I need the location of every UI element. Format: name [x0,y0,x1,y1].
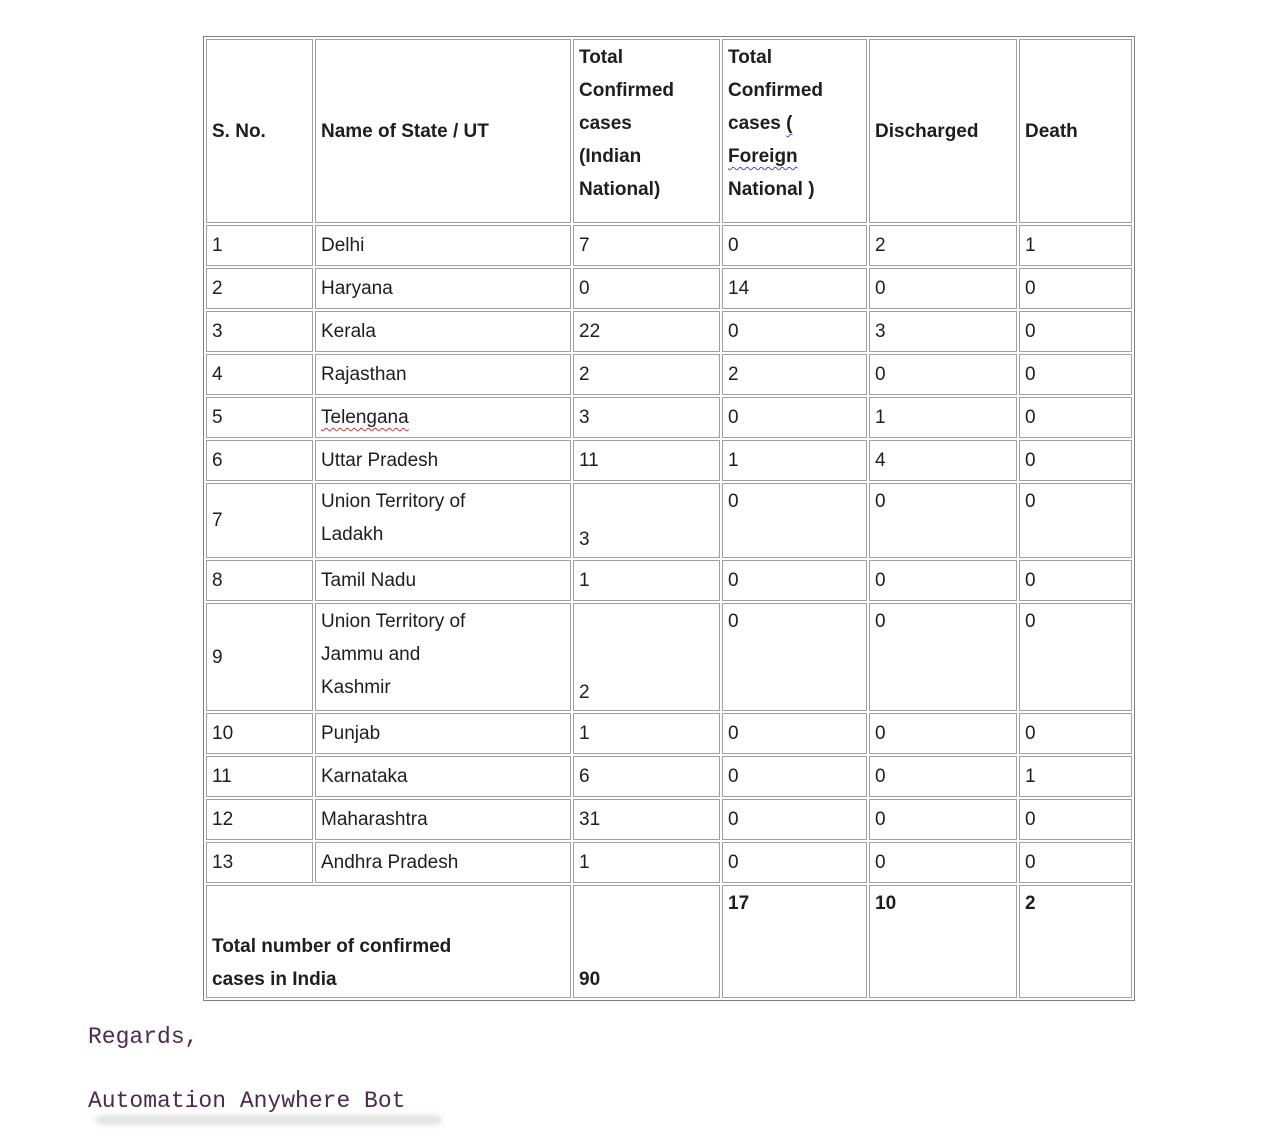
cell-foreign: 2 [722,354,867,395]
covid-cases-table [203,36,1135,1001]
table-row-4 [206,354,1132,395]
cell-total-label: Total number of confirmed cases in India [206,885,571,998]
cell-sno: 9 [206,603,313,711]
cropped-text-artifact [96,1116,441,1124]
cell-indian: 1 [573,842,720,883]
table-row-1 [206,225,1132,266]
cell-state: Tamil Nadu [315,560,571,601]
cell-death: 1 [1019,225,1132,266]
cell-state: Union Territory of Ladakh [315,483,571,558]
cell-indian: 31 [573,799,720,840]
cell-indian: 0 [573,268,720,309]
cell-foreign: 0 [722,756,867,797]
cell-discharged: 0 [869,268,1017,309]
cell-state: Andhra Pradesh [315,842,571,883]
covid-cases-table-container [203,36,1135,1001]
cell-total-foreign: 17 [722,885,867,998]
cell-total-death: 2 [1019,885,1132,998]
cell-death: 0 [1019,842,1132,883]
cell-indian: 7 [573,225,720,266]
cell-death: 0 [1019,560,1132,601]
cell-foreign: 0 [722,397,867,438]
cell-foreign: 0 [722,842,867,883]
table-row-3 [206,311,1132,352]
cell-indian: 1 [573,560,720,601]
cell-indian: 3 [573,397,720,438]
cell-total-indian: 90 [573,885,720,998]
cell-foreign: 0 [722,483,867,558]
cell-state: Rajasthan [315,354,571,395]
spellcheck-underline-blue: Foreign [728,146,798,167]
cell-total-discharged: 10 [869,885,1017,998]
cell-sno: 4 [206,354,313,395]
col-header-foreign-national: Total Confirmed cases ( Foreign National ) [722,39,867,223]
cell-death: 0 [1019,713,1132,754]
cell-death: 1 [1019,756,1132,797]
cell-foreign: 0 [722,560,867,601]
table-row-7 [206,483,1132,558]
cell-indian: 22 [573,311,720,352]
cell-foreign: 0 [722,713,867,754]
cell-state: Uttar Pradesh [315,440,571,481]
cell-foreign: 1 [722,440,867,481]
cell-discharged: 0 [869,483,1017,558]
cell-sno: 5 [206,397,313,438]
cell-state: Haryana [315,268,571,309]
cell-discharged: 0 [869,713,1017,754]
table-row-13 [206,842,1132,883]
cell-indian: 1 [573,713,720,754]
cell-sno: 1 [206,225,313,266]
cell-state: Karnataka [315,756,571,797]
table-total-row [206,885,1132,998]
col-header-sno: S. No. [206,39,313,223]
cell-sno: 11 [206,756,313,797]
cell-discharged: 4 [869,440,1017,481]
cell-sno: 10 [206,713,313,754]
cell-foreign: 0 [722,311,867,352]
cell-death: 0 [1019,799,1132,840]
signature-regards: Regards, [88,1024,199,1050]
table-row-9 [206,603,1132,711]
cell-indian: 2 [573,354,720,395]
spellcheck-underline-red: Telengana [321,407,409,428]
table-row-10 [206,713,1132,754]
cell-indian: 11 [573,440,720,481]
cell-discharged: 0 [869,799,1017,840]
table-row-12 [206,799,1132,840]
cell-discharged: 0 [869,603,1017,711]
cell-state: Kerala [315,311,571,352]
cell-death: 0 [1019,311,1132,352]
cell-state: Union Territory of Jammu and Kashmir [315,603,571,711]
cell-sno: 8 [206,560,313,601]
col-header-death: Death [1019,39,1132,223]
cell-discharged: 0 [869,354,1017,395]
table-row-5 [206,397,1132,438]
col-header-state: Name of State / UT [315,39,571,223]
cell-discharged: 0 [869,842,1017,883]
table-header-row [206,39,1132,223]
cell-discharged: 3 [869,311,1017,352]
cell-sno: 2 [206,268,313,309]
cell-discharged: 2 [869,225,1017,266]
cell-state [315,397,571,438]
spellcheck-underline-blue: ( [786,113,793,134]
signature-sender: Automation Anywhere Bot [88,1088,406,1114]
cell-death: 0 [1019,268,1132,309]
cell-foreign: 14 [722,268,867,309]
cell-indian: 6 [573,756,720,797]
cell-foreign: 0 [722,225,867,266]
cell-death: 0 [1019,440,1132,481]
cell-death: 0 [1019,354,1132,395]
col-header-discharged: Discharged [869,39,1017,223]
cell-sno: 12 [206,799,313,840]
cell-state: Punjab [315,713,571,754]
cell-discharged: 0 [869,560,1017,601]
table-row-2 [206,268,1132,309]
cell-death: 0 [1019,397,1132,438]
cell-foreign: 0 [722,603,867,711]
cell-indian: 2 [573,603,720,711]
cell-sno: 13 [206,842,313,883]
col-header-indian-national: Total Confirmed cases (Indian National) [573,39,720,223]
cell-discharged: 0 [869,756,1017,797]
cell-sno: 6 [206,440,313,481]
cell-sno: 7 [206,483,313,558]
table-row-11 [206,756,1132,797]
cell-death: 0 [1019,603,1132,711]
cell-state: Delhi [315,225,571,266]
cell-discharged: 1 [869,397,1017,438]
table-row-8 [206,560,1132,601]
cell-death: 0 [1019,483,1132,558]
cell-foreign: 0 [722,799,867,840]
cell-state: Maharashtra [315,799,571,840]
cell-indian: 3 [573,483,720,558]
cell-sno: 3 [206,311,313,352]
table-row-6 [206,440,1132,481]
